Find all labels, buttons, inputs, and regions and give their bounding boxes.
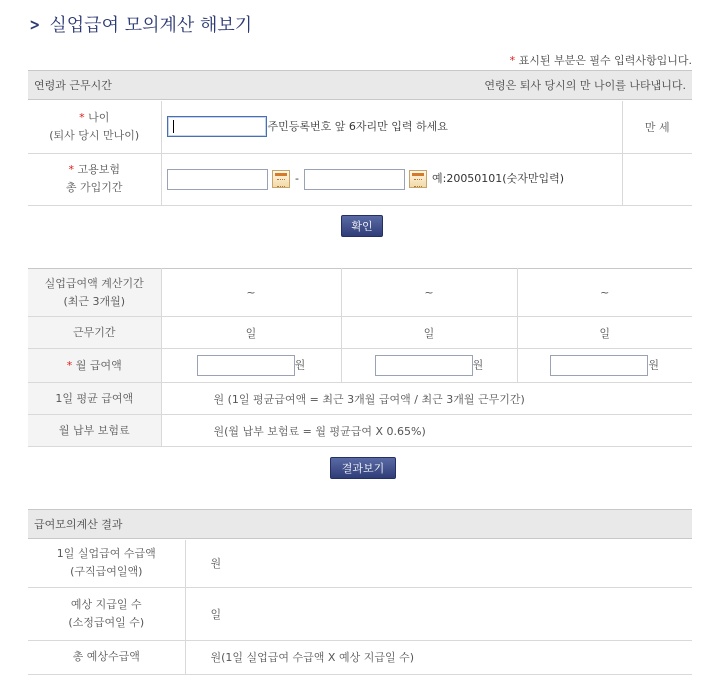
confirm-button[interactable]: 확인 (341, 215, 383, 237)
daily-benefit-label-sub: (구직급여일액) (70, 565, 143, 579)
age-result: 만 세 (622, 101, 692, 153)
workdays-label: 근무기간 (28, 317, 161, 349)
insurance-start-input[interactable] (167, 169, 268, 190)
workdays-row (28, 317, 692, 349)
period-1: ~ (161, 269, 341, 317)
insurance-input-cell (161, 153, 622, 205)
monthly-cell-3 (517, 349, 692, 383)
chevron-right-icon: > (29, 14, 41, 34)
page-title-text: 실업급여 모의계산 해보기 (49, 15, 253, 36)
monthly-row (28, 349, 692, 383)
daily-avg-value: 원 (1일 평균급여액 = 최근 3개월 급여액 / 최근 3개월 근무기간) (161, 383, 692, 415)
total-row (28, 640, 692, 674)
days-label-text: 예상 지급일 수 (70, 597, 142, 611)
age-label-sub: (퇴사 당시 만나이) (49, 128, 140, 142)
premium-value: 원(월 납부 보험료 = 월 평균급여 X 0.65%) (161, 415, 692, 447)
insurance-row (28, 153, 692, 205)
section-age-title: 연령과 근무시간 (34, 79, 112, 92)
required-note-text: 표시된 부분은 필수 입력사항입니다. (518, 54, 692, 67)
required-star: * (66, 358, 73, 372)
period-label-text: 실업급여액 계산기간 (44, 276, 144, 290)
won-unit: 원 (472, 358, 484, 372)
age-hint: 주민등록번호 앞 6자리만 입력 하세요 (267, 119, 448, 133)
insurance-label (28, 153, 161, 205)
age-label-text: 나이 (88, 110, 110, 124)
age-row (28, 101, 692, 153)
premium-row (28, 415, 692, 447)
section-age-note: 연령은 퇴사 당시의 만 나이를 나타냅니다. (484, 79, 686, 92)
won-unit: 원 (294, 358, 306, 372)
insurance-label-sub: 총 가입기간 (65, 181, 123, 194)
monthly-label (28, 349, 161, 383)
required-star: * (79, 110, 85, 124)
section-result-title: 급여모의계산 결과 (34, 518, 123, 531)
period-label-sub: (최근 3개월) (63, 294, 126, 308)
total-label: 총 예상수급액 (28, 640, 185, 674)
text-caret (173, 120, 174, 133)
daily-benefit-label-text: 1일 실업급여 수급액 (56, 547, 156, 561)
monthly-input-3[interactable] (550, 355, 648, 376)
monthly-cell-1 (161, 349, 341, 383)
days-row (28, 587, 692, 640)
age-input-cell (161, 101, 622, 153)
calendar-icon[interactable] (409, 170, 427, 188)
required-note (510, 52, 692, 68)
salary-table (28, 268, 692, 447)
insurance-result (622, 153, 692, 205)
monthly-label-text: 월 급여액 (75, 358, 122, 372)
section-result-header (28, 509, 692, 539)
monthly-cell-2 (341, 349, 517, 383)
won-unit: 원 (648, 358, 660, 372)
section-age-header (28, 70, 692, 100)
result-table (28, 540, 692, 675)
required-star: * (509, 54, 516, 67)
daily-benefit-label (28, 540, 185, 587)
daily-avg-label: 1일 평균 급여액 (28, 383, 161, 415)
period-row (28, 269, 692, 317)
days-label-sub: (소정급여일 수) (68, 615, 145, 629)
monthly-input-1[interactable] (197, 355, 295, 376)
workdays-1: 일 (161, 317, 341, 349)
calendar-icon[interactable] (272, 170, 290, 188)
date-dash: - (295, 172, 299, 185)
days-label (28, 587, 185, 640)
daily-benefit-row (28, 540, 692, 587)
period-2: ~ (341, 269, 517, 317)
age-input[interactable] (167, 116, 267, 137)
insurance-label-text: 고용보험 (77, 163, 120, 176)
insurance-hint: 예:20050101(숫자만입력) (431, 172, 565, 185)
total-value: 원(1일 실업급여 수급액 X 예상 지급일 수) (185, 640, 692, 674)
workdays-2: 일 (341, 317, 517, 349)
period-3: ~ (517, 269, 692, 317)
required-star: * (68, 163, 74, 176)
days-value: 일 (185, 587, 692, 640)
age-label (28, 101, 161, 153)
daily-benefit-value: 원 (185, 540, 692, 587)
premium-label: 월 납부 보험료 (28, 415, 161, 447)
monthly-input-2[interactable] (375, 355, 473, 376)
daily-avg-row (28, 383, 692, 415)
page-title (28, 10, 252, 38)
insurance-end-input[interactable] (304, 169, 405, 190)
result-button[interactable]: 결과보기 (330, 457, 396, 479)
age-table (28, 101, 692, 206)
period-label (28, 269, 161, 317)
workdays-3: 일 (517, 317, 692, 349)
